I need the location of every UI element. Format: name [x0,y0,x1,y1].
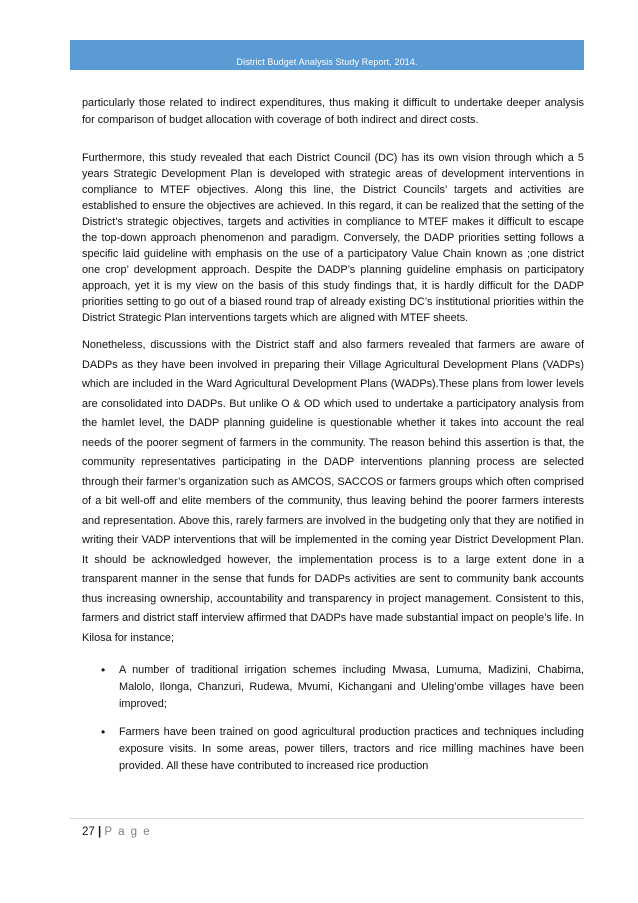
paragraph-strategic-plan: Furthermore, this study revealed that each District Council (DC) has its own vision through which a 5 years Strategic Development Plan is developed with strategic areas of development interventions in compliance to MTEF objectives. Along this line, the District Councils’ targets and activities are established to ensure the objectives are achieved. In this regard, it can be realized that the setting of the District’s strategic objectives, targets and activities in compliance to MTEF makes it difficult to escape the top-down approach phenomenon and paradigm. Conversely, the DADP priorities setting follows a specific laid guideline with emphasis on the use of a participatory Value Chain known as ;one district one crop’ development approach. Despite the DADP’s planning guideline emphasis on participatory approach, yet it is my view on the basis of this study findings that, it is hardly difficult for the DADP priorities setting to go out of a biased round trap of already existing DC’s institutional priorities within the District Strategic Plan interventions targets which are aligned with MTEF sheets. [82,152,584,324]
list-item-text: Farmers have been trained on good agricultural production practices and techniques including exposure visits. In some areas, power tillers, tractors and rice milling machines have been provided. All these have contributed to increased rice production [119,726,584,772]
paragraph-farmers-awareness: Nonetheless, discussions with the District staff and also farmers revealed that farmers are aware of DADPs as they have been involved in preparing their Village Agricultural Development Plans (VADPs) which are included in the Ward Agricultural Development Plans (WADPs).These plans from lower levels are consolidated into DADPs. But unlike O & OD which used to undertake a participatory analysis from the hamlet level, the DADP planning guideline is questionable whether it takes into account the real needs of the poorer segment of farmers in the community. The reason behind this assertion is that, the community representatives participating in the DADP interventions planning process are selected through their farmer’s organization such as AMCOS, SACCOS or farmers groups which often comprised of a bit well-off and elite members of the community, thus leaving behind the poorer farmers interests and representation. Above this, rarely farmers are involved in the budgeting only that they are notified in writing their VADP interventions that will be implemented in the coming year District Development Plan. It should be acknowledged however, the implementation process is to a large extent done in a transparent manner in the sense that funds for DADPs activities are sent to community bank accounts thus increasing ownership, accountability and transparency in project management. Consistent to this, farmers and district staff interview affirmed that DADPs have made substantial impact on people’s life. In Kilosa for instance; [82,339,584,644]
footer-separator: | [98,826,102,838]
footer-divider [70,818,584,819]
bullet-icon: • [101,725,106,739]
bullet-icon: • [101,663,106,677]
list-item-text: A number of traditional irrigation schemes including Mwasa, Lumuma, Madizini, Chabima, Malolo, Ilonga, Chanzuri, Rudewa, Mvumi, Kichangani and Uleling’ombe villages have been improved; [119,664,584,710]
page-body [82,95,584,786]
list-item [82,724,584,775]
page-footer [82,826,151,838]
page-number: 27 [82,826,95,838]
list-item [82,662,584,713]
bullet-list [82,662,584,775]
page-label: P a g e [104,826,152,838]
header-title: District Budget Analysis Study Report, 2014. [236,57,418,67]
header-bar [70,40,584,70]
paragraph-continuation: particularly those related to indirect expenditures, thus making it difficult to undertake deeper analysis for comparison of budget allocation with coverage of both indirect and direct costs. [82,97,584,126]
